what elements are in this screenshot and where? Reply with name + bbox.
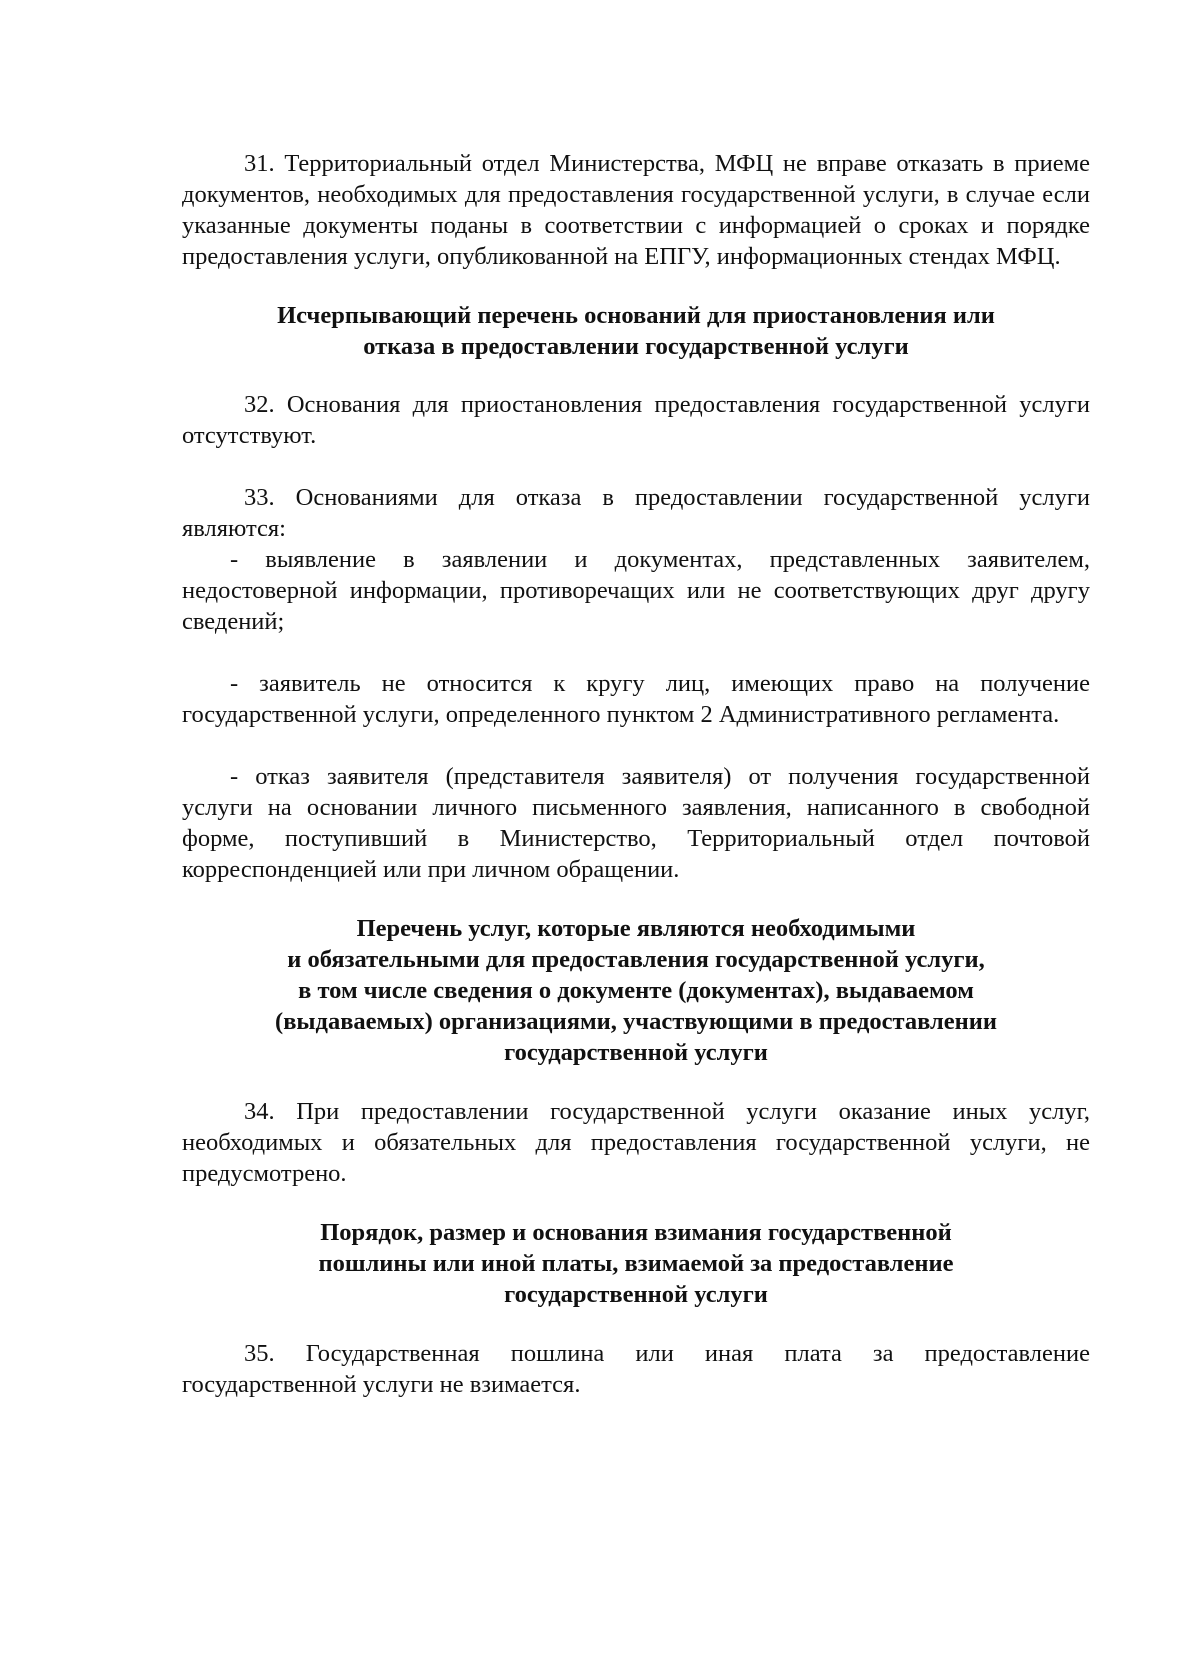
- heading-line: (выдаваемых) организациями, участвующими в предоставлении: [275, 1008, 997, 1035]
- heading-line: и обязательными для предоставления государственной услуги,: [287, 946, 985, 973]
- section-heading-refusal-grounds: [182, 300, 1090, 362]
- list-item-refusal-1: - выявление в заявлении и документах, представленных заявителем, недостоверной информации, противоречащих или не соответствующих друг другу сведений;: [182, 546, 1090, 635]
- heading-line: пошлины или иной платы, взимаемой за предоставление: [318, 1250, 954, 1277]
- heading-line: Перечень услуг, которые являются необходимыми: [356, 915, 916, 942]
- heading-line: Исчерпывающий перечень оснований для приостановления или: [277, 302, 995, 329]
- paragraph-32: 32. Основания для приостановления предоставления государственной услуги отсутствуют.: [182, 391, 1090, 449]
- paragraph-34: 34. При предоставлении государственной услуги оказание иных услуг, необходимых и обязательных для предоставления государственной услуги, не предусмотрено.: [182, 1098, 1090, 1187]
- section-heading-required-services: [182, 913, 1090, 1068]
- heading-line: государственной услуги: [504, 1281, 768, 1308]
- paragraph-35: 35. Государственная пошлина или иная плата за предоставление государственной услуги не взимается.: [182, 1340, 1090, 1398]
- section-heading-state-fee: [182, 1217, 1090, 1310]
- heading-line: в том числе сведения о документе (документах), выдаваемом: [298, 977, 974, 1004]
- list-item-refusal-2: - заявитель не относится к кругу лиц, имеющих право на получение государственной услуги, определенного пунктом 2 Административного регламента.: [182, 670, 1090, 728]
- heading-line: отказа в предоставлении государственной услуги: [363, 333, 909, 360]
- document-body: [182, 148, 1090, 1400]
- paragraph-33: 33. Основаниями для отказа в предоставлении государственной услуги являются:: [182, 484, 1090, 542]
- list-item-refusal-3: - отказ заявителя (представителя заявителя) от получения государственной услуги на основании личного письменного заявления, написанного в свободной форме, поступивший в Министерство, Территориальный отдел почтовой корреспонденцией или при личном обращении.: [182, 763, 1090, 883]
- heading-line: государственной услуги: [504, 1039, 768, 1066]
- paragraph-31: 31. Территориальный отдел Министерства, МФЦ не вправе отказать в приеме документов, необходимых для предоставления государственной услуги, в случае если указанные документы поданы в соответствии с информацией о сроках и порядке предоставления услуги, опубликованной на ЕПГУ, информационных стендах МФЦ.: [182, 150, 1090, 270]
- heading-line: Порядок, размер и основания взимания государственной: [320, 1219, 952, 1246]
